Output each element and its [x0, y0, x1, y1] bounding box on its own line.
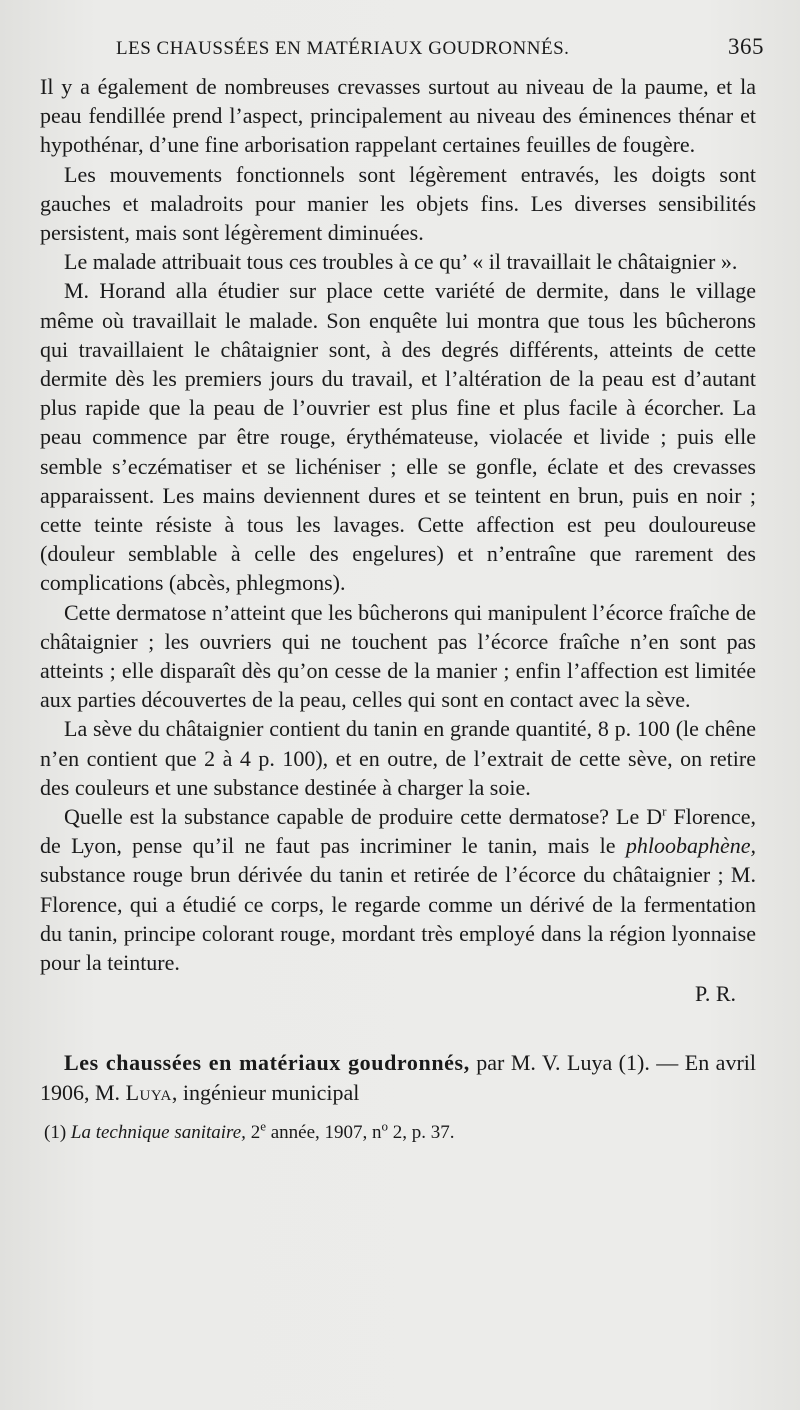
doctor-abbrev-sup: r: [662, 803, 667, 819]
substance-text-c: substance rouge brun dérivée du tanin et retirée de l’écorce du châtaignier ; M. Florence, qui a étudié ce corps, le regarde comme un dérivé de la fermentation du tanin, principe colorant rouge, mordant très employé dans la région lyonnaise pour la teinture.: [40, 862, 756, 976]
body-text: [40, 72, 756, 1107]
next-article-intro: [40, 1048, 756, 1106]
footnote-details: 2, p. 37.: [388, 1121, 455, 1143]
article-text: , ingénieur municipal: [171, 1079, 360, 1105]
footnote-publication: La technique sanitaire,: [70, 1121, 246, 1143]
running-title: LES CHAUSSÉES EN MATÉRIAUX GOUDRONNÉS.: [116, 38, 570, 59]
substance-text-a: Quelle est la substance capable de produire cette dermatose? Le D: [64, 804, 663, 830]
article-title: Les chaussées en matériaux goudronnés,: [64, 1050, 470, 1076]
footnote-edition-pre: 2: [245, 1121, 261, 1143]
running-header: [40, 32, 764, 72]
footnote-edition-sup: e: [260, 1118, 266, 1134]
paragraph-dermatose: Cette dermatose n’atteint que les bûcherons qui manipulent l’écorce fraîche de châtaignier ; les ouvriers qui ne touchent pas l’écorce fraîche n’en sont pas atteints ; elle disparaît dès qu’on cesse de la manier ; enfin l’affection est limitée aux parties découvertes de la peau, celles qui sont en contact avec la sève.: [40, 599, 756, 713]
next-article: [40, 1048, 756, 1106]
substance-text-b: Florence, de Lyon, pense qu’il ne faut pas incriminer le tanin, mais le: [40, 804, 757, 859]
paragraph-seve: La sève du châtaignier contient du tanin en grande quantité, 8 p. 100 (le chêne n’en contient que 2 à 4 p. 100), et en outre, de l’extrait de cette sève, on retire des couleurs et une substance destinée à charger la soie.: [40, 716, 756, 800]
phloobaphene-term: phloobaphène,: [625, 833, 756, 859]
signature-initials: P. R.: [695, 981, 736, 1007]
author-name: Luya: [125, 1079, 172, 1105]
paragraph-malade: Le malade attribuait tous ces troubles à ce qu’ « il travaillait le châtaignier ».: [64, 249, 738, 275]
paragraph-crevasses: Il y a également de nombreuses crevasses surtout au niveau de la paume, et la peau fendillée prend l’aspect, principalement au niveau des éminences thénar et hypothénar, d’une fine arborisation rappelant certaines feuilles de fougère.: [40, 74, 756, 158]
page-number: 365: [728, 34, 764, 59]
paragraph-enquete: M. Horand alla étudier sur place cette variété de dermite, dans le village même où travaillait le malade. Son enquête lui montra que tous les bûcherons qui travaillaient le châtaignier sont, à des degrés différents, atteints de cette dermite dès les premiers jours du travail, et l’altération de la peau est d’autant plus rapide que la peau de l’ouvrier est plus fine et plus facile à écorcher. La peau commence par être rouge, érythémateuse, violacée et livide ; puis elle semble s’eczématiser et se lichéniser ; elle se gonfle, éclate et des crevasses apparaissent. Les mains deviennent dures et se teintent en brun, puis en noir ; cette teinte résiste à tous les lavages. Cette affection est peu douloureuse (douleur semblable à celle des engelures) et n’entraîne que rarement des complications (abcès, phlegmons).: [40, 278, 756, 596]
paragraph-substance: [40, 802, 756, 977]
paragraph-mouvements: Les mouvements fonctionnels sont légèrement entravés, les doigts sont gauches et maladroits pour manier les objets fins. Les diverses sensibilités persistent, mais sont légèrement diminuées.: [40, 161, 756, 246]
article-byline: par M. V. Luya (1). — En avril 1906, M.: [40, 1050, 756, 1105]
footnote: [40, 1118, 756, 1145]
footnote-edition-post: année, 1907, n: [265, 1121, 382, 1143]
footnote-marker: (1): [44, 1121, 71, 1143]
footnote-number-sup: o: [381, 1118, 389, 1134]
